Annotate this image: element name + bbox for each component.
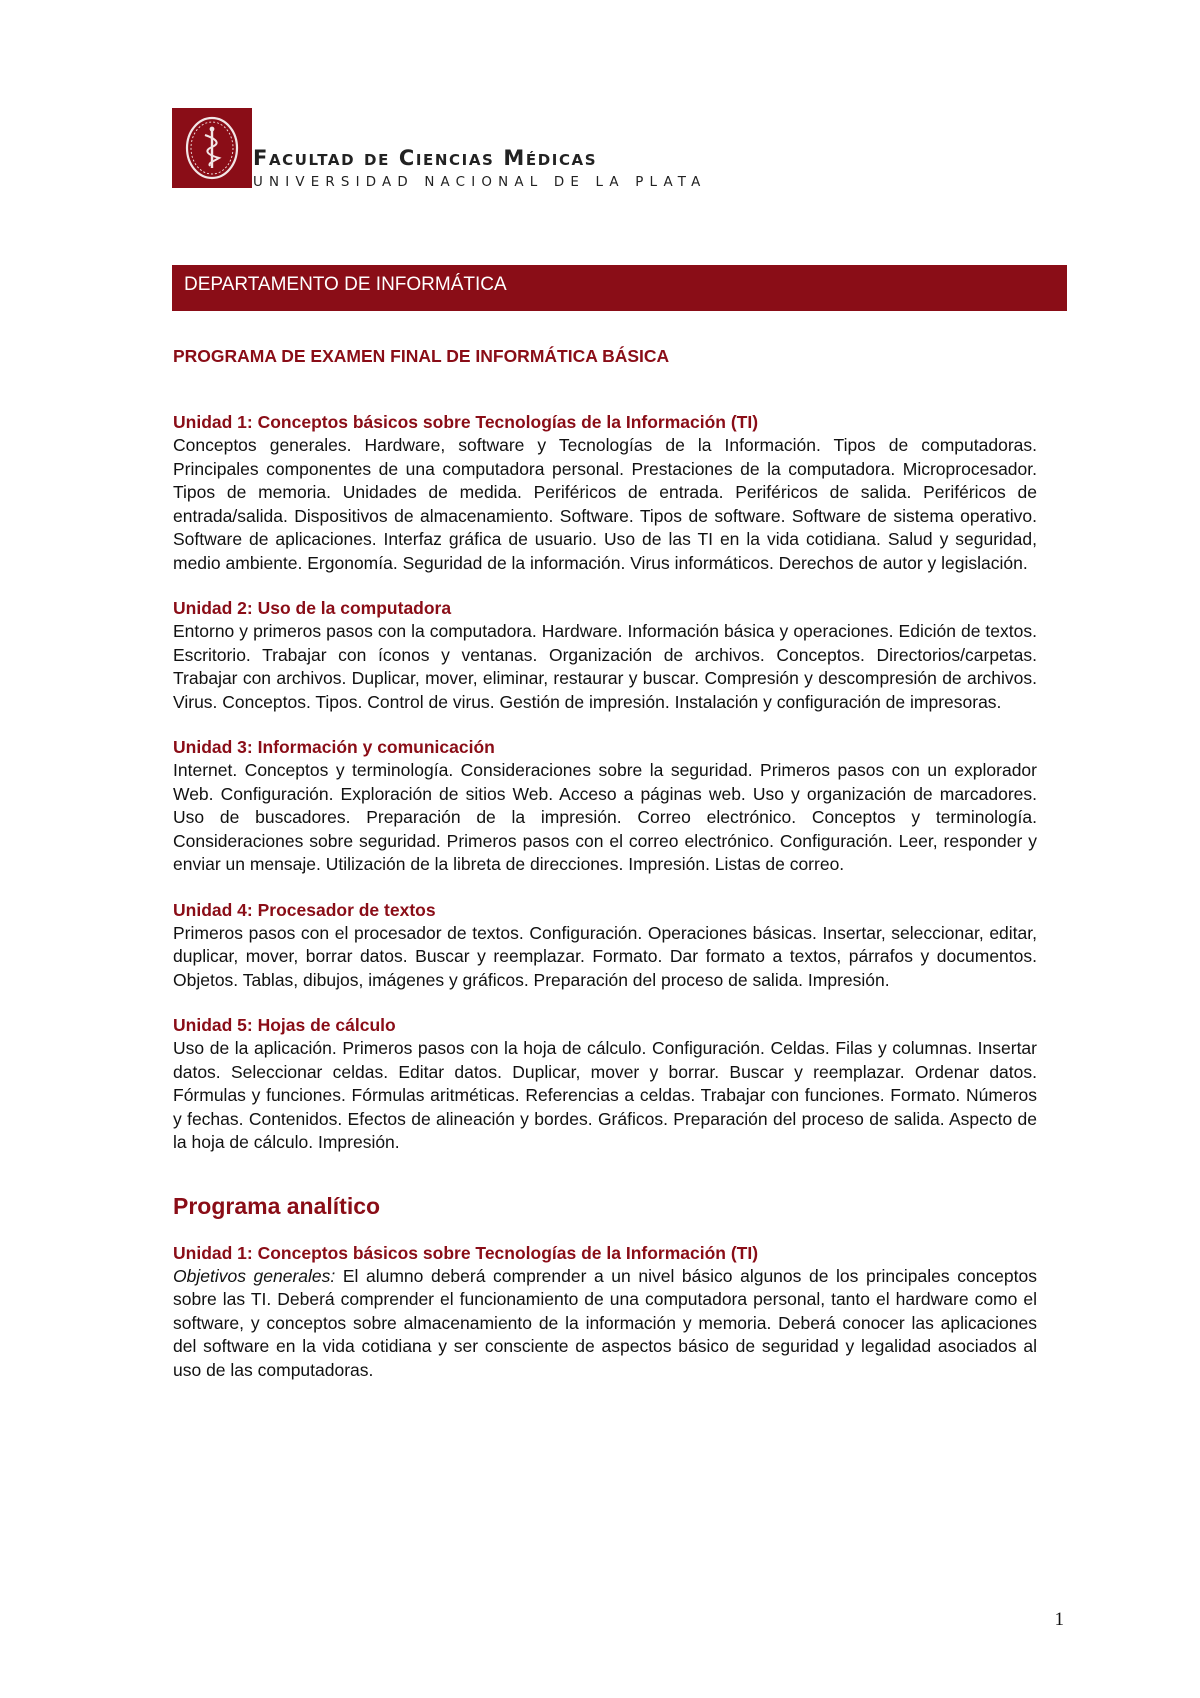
faculty-header: [172, 108, 707, 190]
unit-body: Primeros pasos con el procesador de textos. Configuración. Operaciones básicas. Insertar, seleccionar, editar, duplicar, mover, borrar datos. Buscar y reemplazar. Formato. Dar formato a textos, párrafos y documentos. Objetos. Tablas, dibujos, imágenes y gráficos. Preparación del proceso de salida. Impresión.: [173, 922, 1037, 990]
analytic-program-title: Programa analítico: [173, 1192, 381, 1219]
unit-2-section: [173, 597, 1037, 714]
department-bar: DEPARTAMENTO DE INFORMÁTICA: [172, 265, 1067, 311]
analytic-unit-1-section: [173, 1242, 1037, 1383]
program-title: PROGRAMA DE EXAMEN FINAL DE INFORMÁTICA BÁSICA: [173, 346, 670, 366]
document-content: [173, 346, 1037, 1404]
unit-heading: Unidad 3: Información y comunicación: [173, 737, 495, 757]
unit-heading: Unidad 1: Conceptos básicos sobre Tecnologías de la Información (TI): [173, 412, 759, 432]
unit-body: Uso de la aplicación. Primeros pasos con la hoja de cálculo. Configuración. Celdas. Filas y columnas. Insertar datos. Seleccionar celdas. Editar datos. Duplicar, mover y borrar. Buscar y reemplazar. Ordenar datos. Fórmulas y funciones. Fórmulas aritméticas. Referencias a celdas. Trabajar con funciones. Formato. Números y fechas. Contenidos. Efectos de alineación y bordes. Gráficos. Preparación del proceso de salida. Aspecto de la hoja de cálculo. Impresión.: [173, 1038, 1037, 1152]
unit-heading: Unidad 5: Hojas de cálculo: [173, 1015, 396, 1035]
unit-body: Internet. Conceptos y terminología. Consideraciones sobre la seguridad. Primeros pasos con un explorador Web. Configuración. Exploración de sitios Web. Acceso a páginas web. Uso y organización de marcadores. Uso de buscadores. Preparación de la impresión. Correo electrónico. Conceptos y terminología. Consideraciones sobre seguridad. Primeros pasos con el correo electrónico. Configuración. Leer, responder y enviar un mensaje. Utilización de la libreta de direcciones. Impresión. Listas de correo.: [173, 760, 1037, 874]
medical-seal-icon: [172, 108, 252, 188]
unit-heading: Unidad 1: Conceptos básicos sobre Tecnologías de la Información (TI): [173, 1242, 759, 1263]
objectives-text: El alumno deberá comprender a un nivel básico algunos de los principales conceptos sobre las TI. Deberá comprender el funcionamiento de una computadora personal, tanto el hardware como el software, y conceptos sobre almacenamiento de la información y memoria. Deberá conocer las aplicaciones del software en la vida cotidiana y ser consciente de aspectos básico de seguridad y legalidad asociados al uso de las computadoras.: [173, 1265, 1037, 1380]
faculty-name: Facultad de Ciencias Médicas: [253, 146, 598, 170]
unit-body: Conceptos generales. Hardware, software y Tecnologías de la Información. Tipos de computadoras. Principales componentes de una computadora personal. Prestaciones de la computadora. Microprocesador. Tipos de memoria. Unidades de medida. Periféricos de entrada. Periféricos de salida. Periféricos de entrada/salida. Dispositivos de almacenamiento. Software. Tipos de software. Software de sistema operativo. Software de aplicaciones. Interfaz gráfica de usuario. Uso de las TI en la vida cotidiana. Salud y seguridad, medio ambiente. Ergonomía. Seguridad de la información. Virus informáticos. Derechos de autor y legislación.: [173, 435, 1037, 573]
unit-heading: Unidad 4: Procesador de textos: [173, 899, 436, 920]
unit-1-section: [173, 411, 1037, 575]
page-number: 1: [1054, 1609, 1064, 1630]
university-name: UNIVERSIDAD NACIONAL DE LA PLATA: [253, 175, 707, 190]
objectives-label: Objetivos generales:: [173, 1265, 336, 1286]
unit-3-section: [173, 736, 1037, 877]
unit-4-section: [173, 899, 1037, 993]
objectives-paragraph: [173, 1265, 1037, 1383]
unit-body: Entorno y primeros pasos con la computadora. Hardware. Información básica y operaciones. Edición de textos. Escritorio. Trabajar con íconos y ventanas. Organización de archivos. Conceptos. Directorios/carpetas. Trabajar con archivos. Duplicar, mover, eliminar, restaurar y buscar. Compresión y descompresión de archivos. Virus. Conceptos. Tipos. Control de virus. Gestión de impresión. Instalación y configuración de impresoras.: [173, 621, 1037, 712]
unit-heading: Unidad 2: Uso de la computadora: [173, 598, 452, 618]
unit-5-section: [173, 1014, 1037, 1155]
